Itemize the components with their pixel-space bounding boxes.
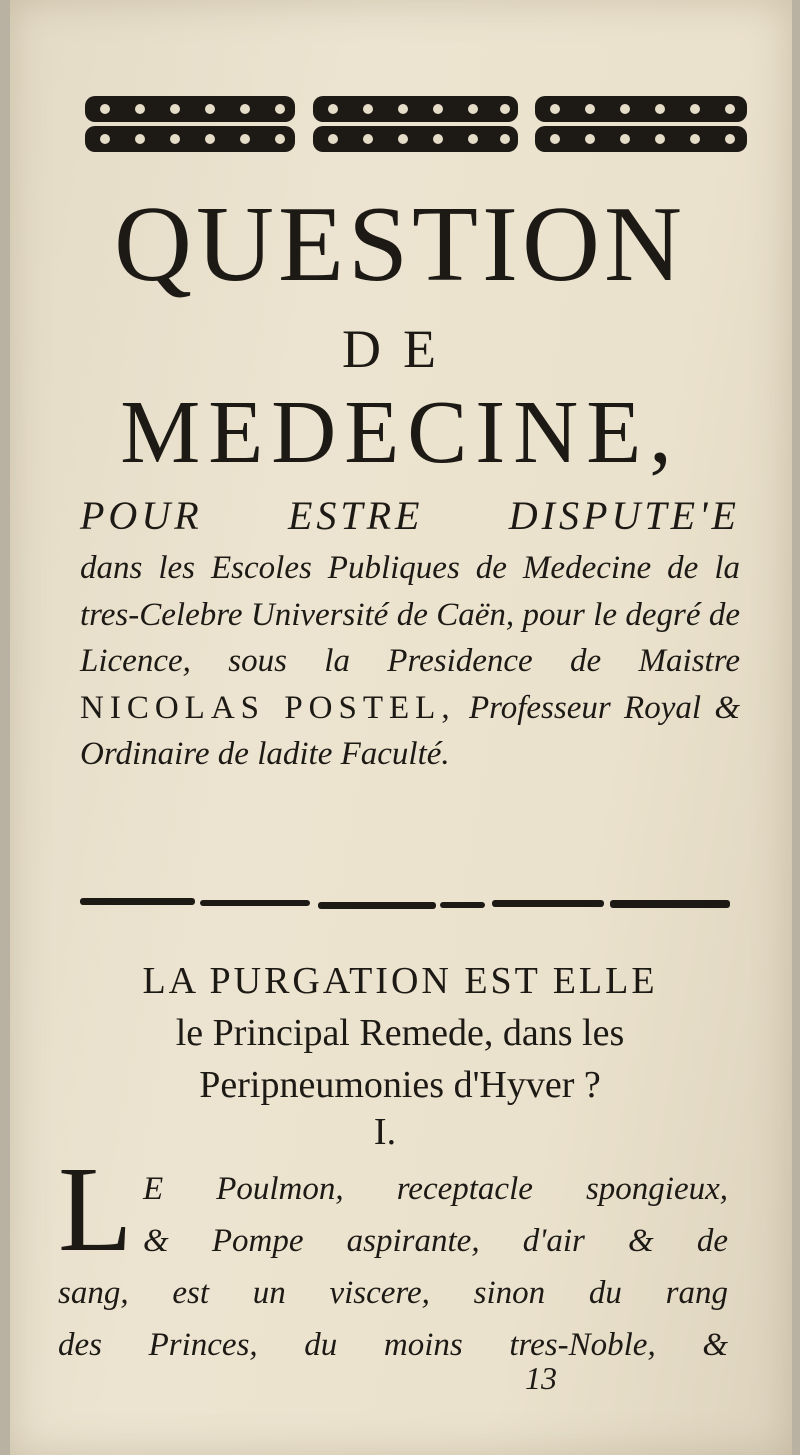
body-line-4: des Princes, du moins tres-Noble, & — [58, 1327, 728, 1363]
author-name: NICOLAS POSTEL, — [80, 689, 456, 726]
dedication-paragraph — [80, 545, 740, 778]
body-line-1: E Poulmon, receptacle spongieux, — [143, 1171, 728, 1207]
title-de: DE — [342, 319, 458, 379]
title: QUESTION — [114, 185, 686, 304]
body-line-2: & Pompe aspirante, d'air & de — [143, 1223, 728, 1259]
body-paragraph — [58, 1163, 728, 1371]
dedication-part2: Professeur Royal & Ordinaire de ladite Faculté. — [80, 689, 740, 772]
question-line-3: Peripneumonies d'Hyver ? — [199, 1064, 601, 1106]
title-medecine: MEDECINE, — [120, 383, 680, 482]
disputation-question — [0, 955, 800, 1111]
question-line-2: le Principal Remede, dans les — [175, 1012, 625, 1054]
body-line-3: sang, est un viscere, sinon du rang — [58, 1275, 728, 1311]
decorative-rule — [80, 893, 735, 913]
drop-cap: L — [58, 1142, 133, 1277]
fleuron-ornament-band — [85, 92, 750, 156]
subtitle: POUR ESTRE DISPUTE'E — [80, 493, 740, 538]
question-line-1: LA PURGATION EST ELLE — [142, 960, 658, 1002]
dedication-part1: dans les Escoles Publiques de Medecine de la tres-Celebre Université de Caën, pour le degré de Licence, sous la Presidence de Maistre — [80, 550, 740, 679]
section-numeral: I. — [373, 1111, 397, 1153]
page-number: 13 — [525, 1360, 557, 1396]
